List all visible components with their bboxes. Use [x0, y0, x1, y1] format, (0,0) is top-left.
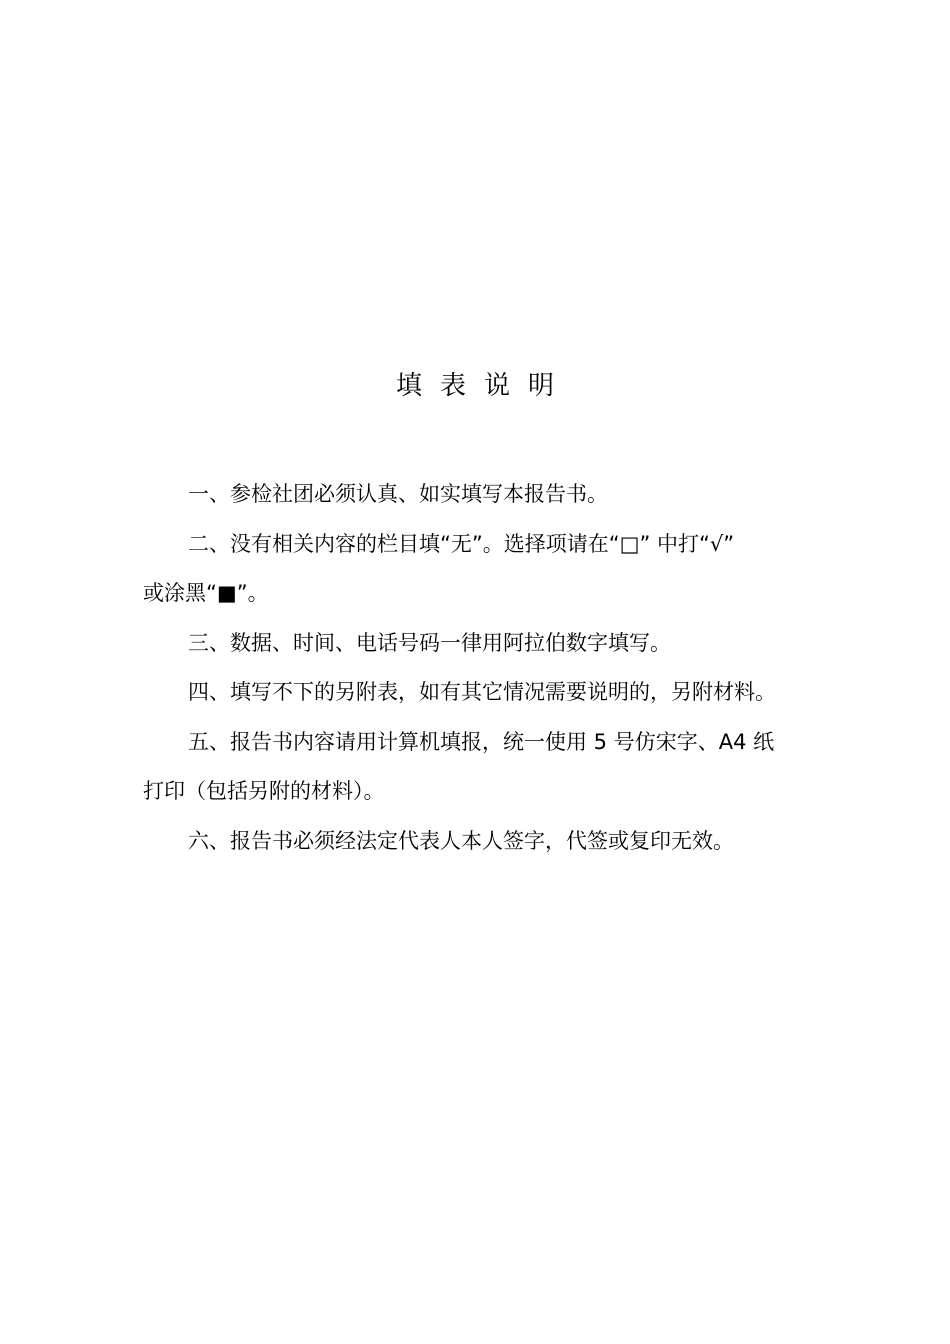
instruction-item-3 — [143, 619, 811, 669]
instruction-item-2 — [143, 520, 811, 619]
instruction-line: 三、数据、时间、电话号码一律用阿拉伯数字填写。 — [188, 630, 671, 655]
instruction-line: 五、报告书内容请用计算机填报，统一使用 5 号仿宋字、A4 纸 — [188, 729, 775, 754]
instruction-item-1 — [143, 470, 811, 520]
instruction-line: 六、报告书必须经法定代表人本人签字，代签或复印无效。 — [188, 828, 734, 853]
instruction-line: 一、参检社团必须认真、如实填写本报告书。 — [188, 482, 608, 506]
instruction-item-6 — [143, 817, 811, 867]
instruction-item-5 — [143, 718, 811, 817]
instruction-item-4 — [143, 668, 811, 718]
instruction-line-continuation: 或涂黑“■”。 — [143, 581, 269, 605]
instructions-body — [143, 470, 811, 866]
instruction-line-continuation: 打印（包括另附的材料）。 — [143, 779, 385, 803]
document-title: 填表说明 — [395, 371, 572, 401]
instruction-line: 二、没有相关内容的栏目填“无”。选择项请在“□” 中打“√” — [188, 531, 735, 556]
instruction-line: 四、填写不下的另附表，如有其它情况需要说明的，另附材料。 — [188, 680, 776, 704]
